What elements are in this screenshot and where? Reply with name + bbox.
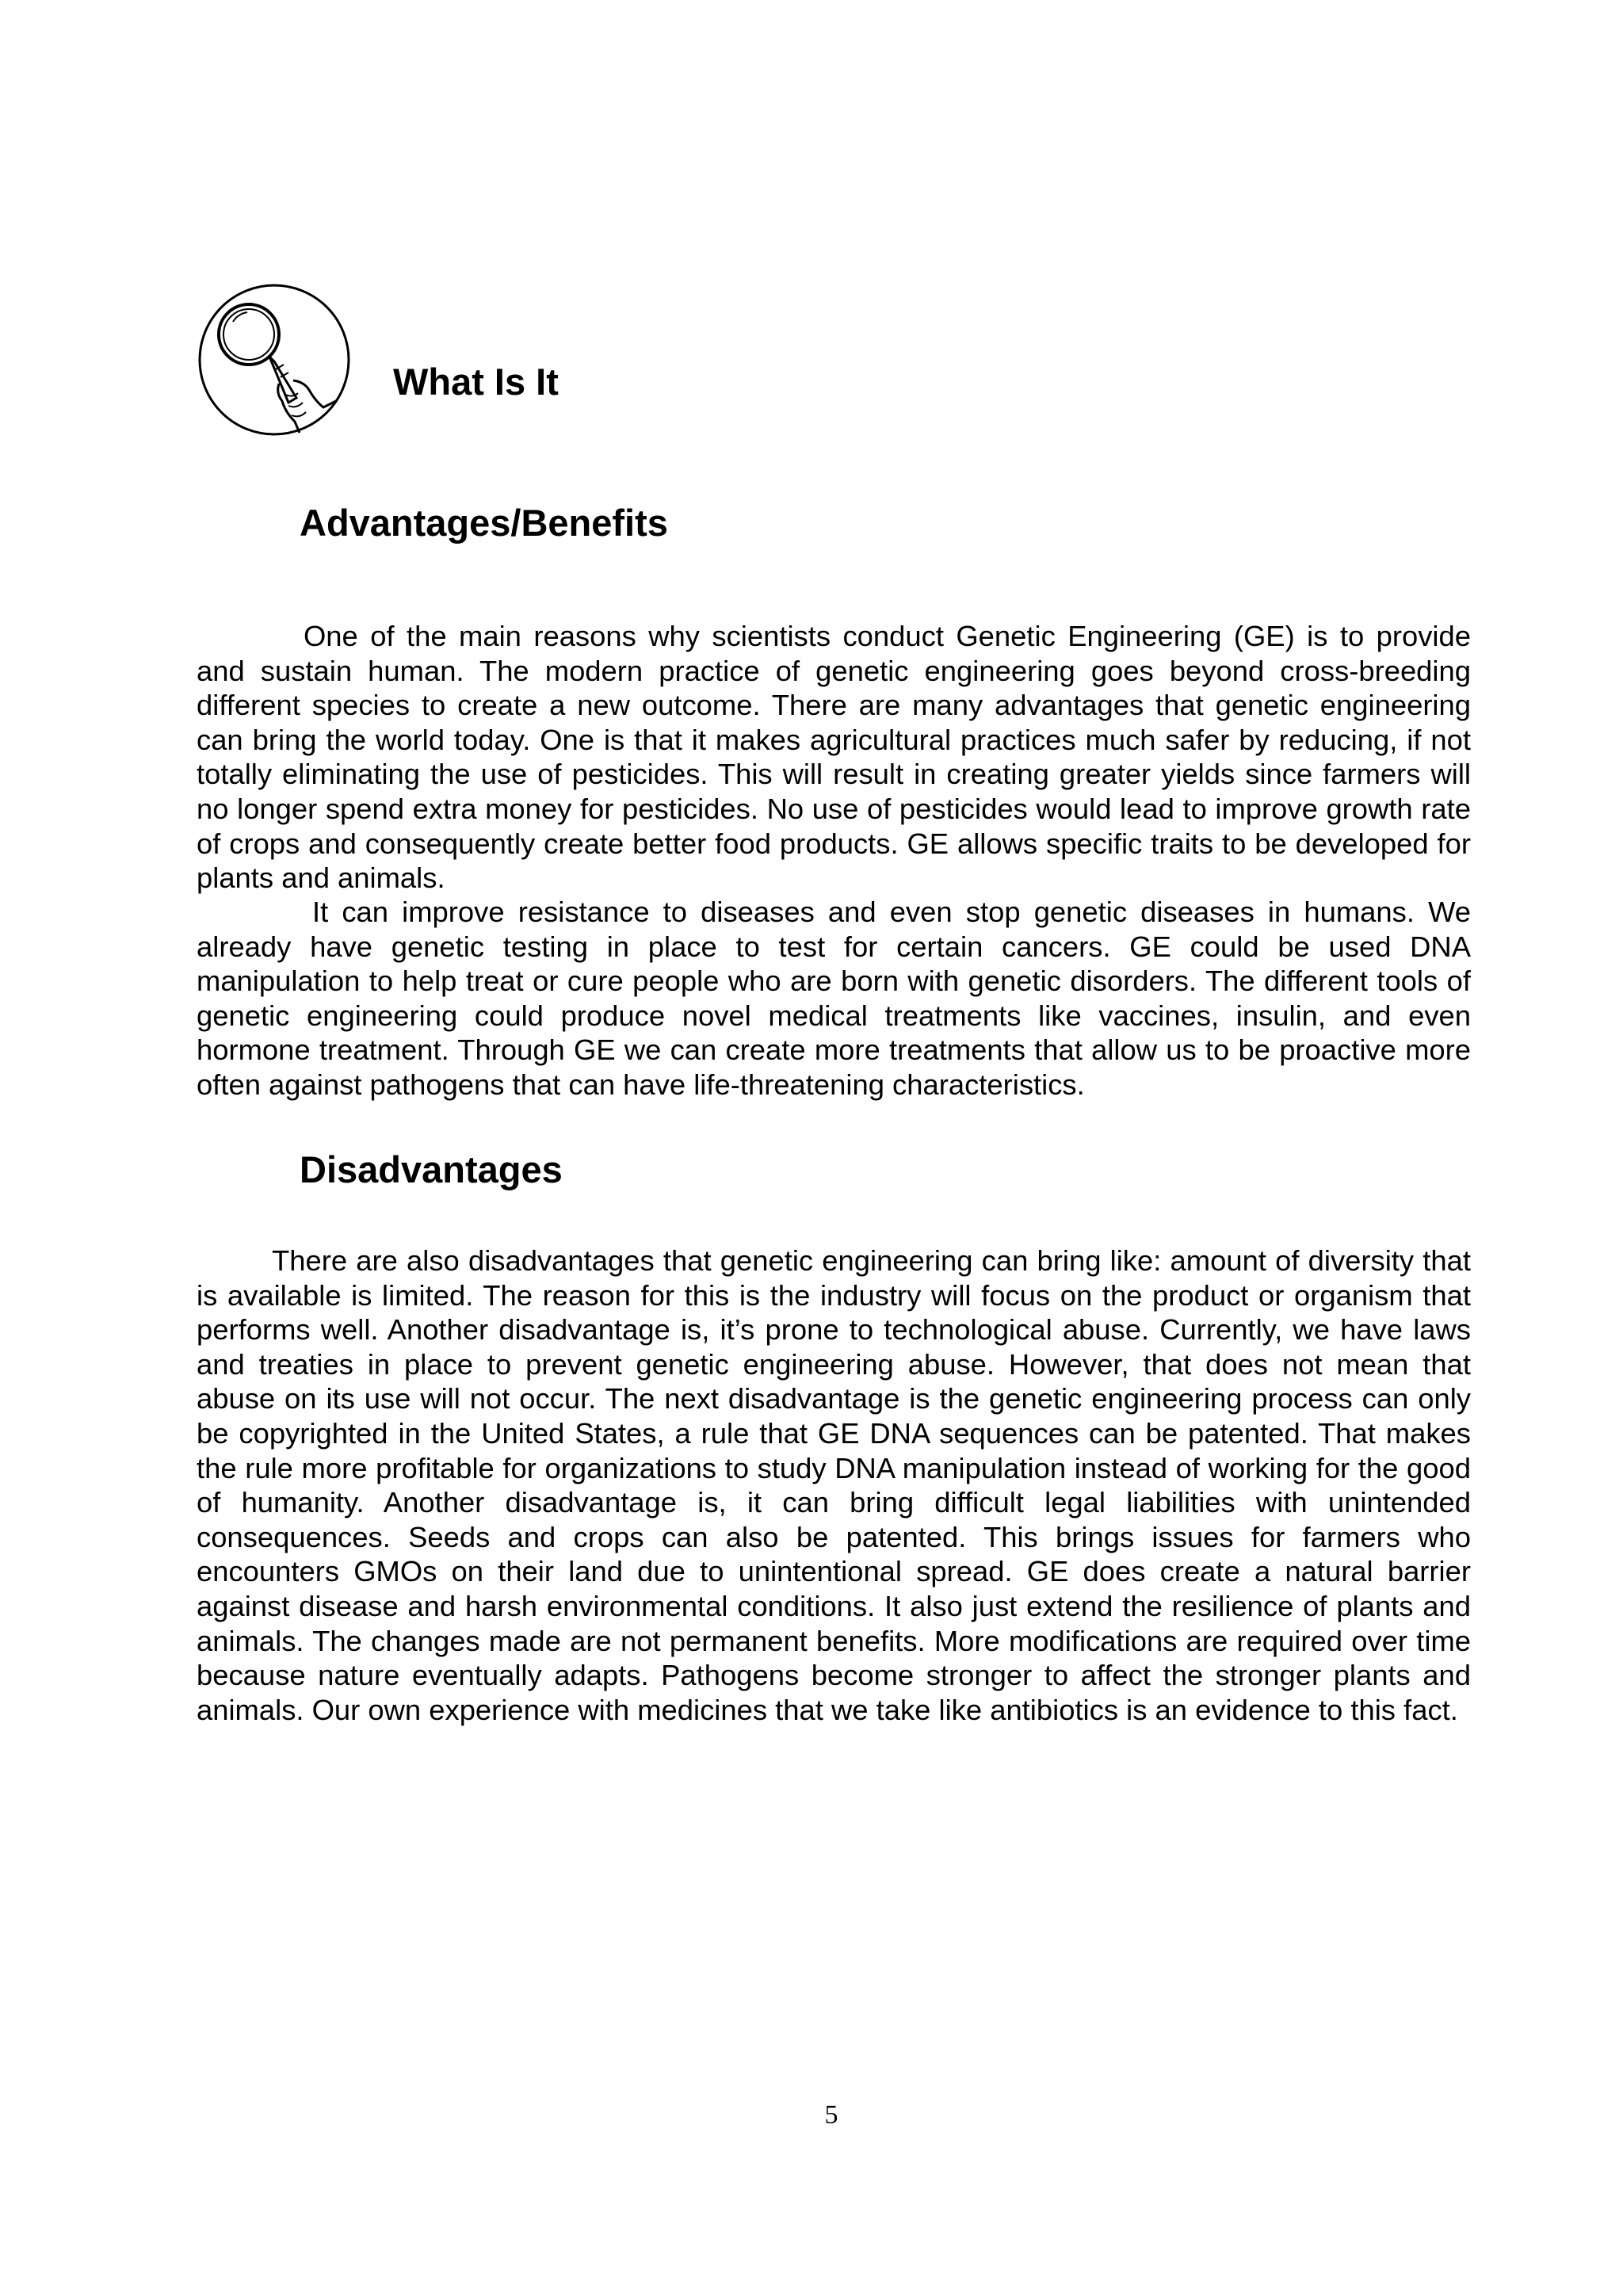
disadvantages-paragraph-1 — [197, 1244, 1471, 1727]
paragraph-text: There are also disadvantages that genetic engineering can bring like: amount of diversity that is available is limited. The reason for this is the industry will focus on the product or organism that performs well. Another disadvantage is, it’s prone to technological abuse. Currently, we have laws and treaties in place to prevent genetic engineering abuse. However, that does not mean that abuse on its use will not occur. The next disadvantage is the genetic engineering process can only be copyrighted in the United States, a rule that GE DNA sequences can be patented. That makes the rule more profitable for organizations to study DNA manipulation instead of working for the good of humanity. Another disadvantage is, it can bring difficult legal liabilities with unintended consequences. Seeds and crops can also be patented. This brings issues for farmers who encounters GMOs on their land due to unintentional spread. GE does create a natural barrier against disease and harsh environmental conditions. It also just extend the resilience of plants and animals. The changes made are not permanent benefits. More modifications are required over time because nature eventually adapts. Pathogens become stronger to affect the stronger plants and animals. Our own experience with medicines that we take like antibiotics is an evidence to this fact. — [197, 1244, 1471, 1726]
disadvantages-heading: Disadvantages — [300, 1148, 563, 1190]
page-number: 5 — [824, 2100, 838, 2130]
paragraph-text: One of the main reasons why scientists conduct Genetic Engineering (GE) is to provide and sustain human. The modern practice of genetic engineering goes beyond cross-breeding different species to create a new outcome. There are many advantages that genetic engineering can bring the world today. One is that it makes agricultural practices much safer by reducing, if not totally eliminating the use of pesticides. This will result in creating greater yields since farmers will no longer spend extra money for pesticides. No use of pesticides would lead to improve growth rate of crops and consequently create better food products. GE allows specific traits to be developed for plants and animals. — [197, 620, 1471, 895]
magnifying-glass-hand-icon — [197, 282, 352, 437]
page-title: What Is It — [393, 361, 559, 403]
advantages-paragraph-1 — [197, 619, 1471, 896]
advantages-paragraph-2 — [197, 895, 1471, 1102]
paragraph-text: It can improve resistance to diseases and even stop genetic diseases in humans. We already have genetic testing in place to test for certain cancers. GE could be used DNA manipulation to help treat or cure people who are born with genetic disorders. The different tools of genetic engineering could produce novel medical treatments like vaccines, insulin, and even hormone treatment. Through GE we can create more treatments that allow us to be proactive more often against pathogens that can have life-threatening characteristics. — [197, 896, 1471, 1101]
advantages-heading: Advantages/Benefits — [300, 502, 668, 544]
